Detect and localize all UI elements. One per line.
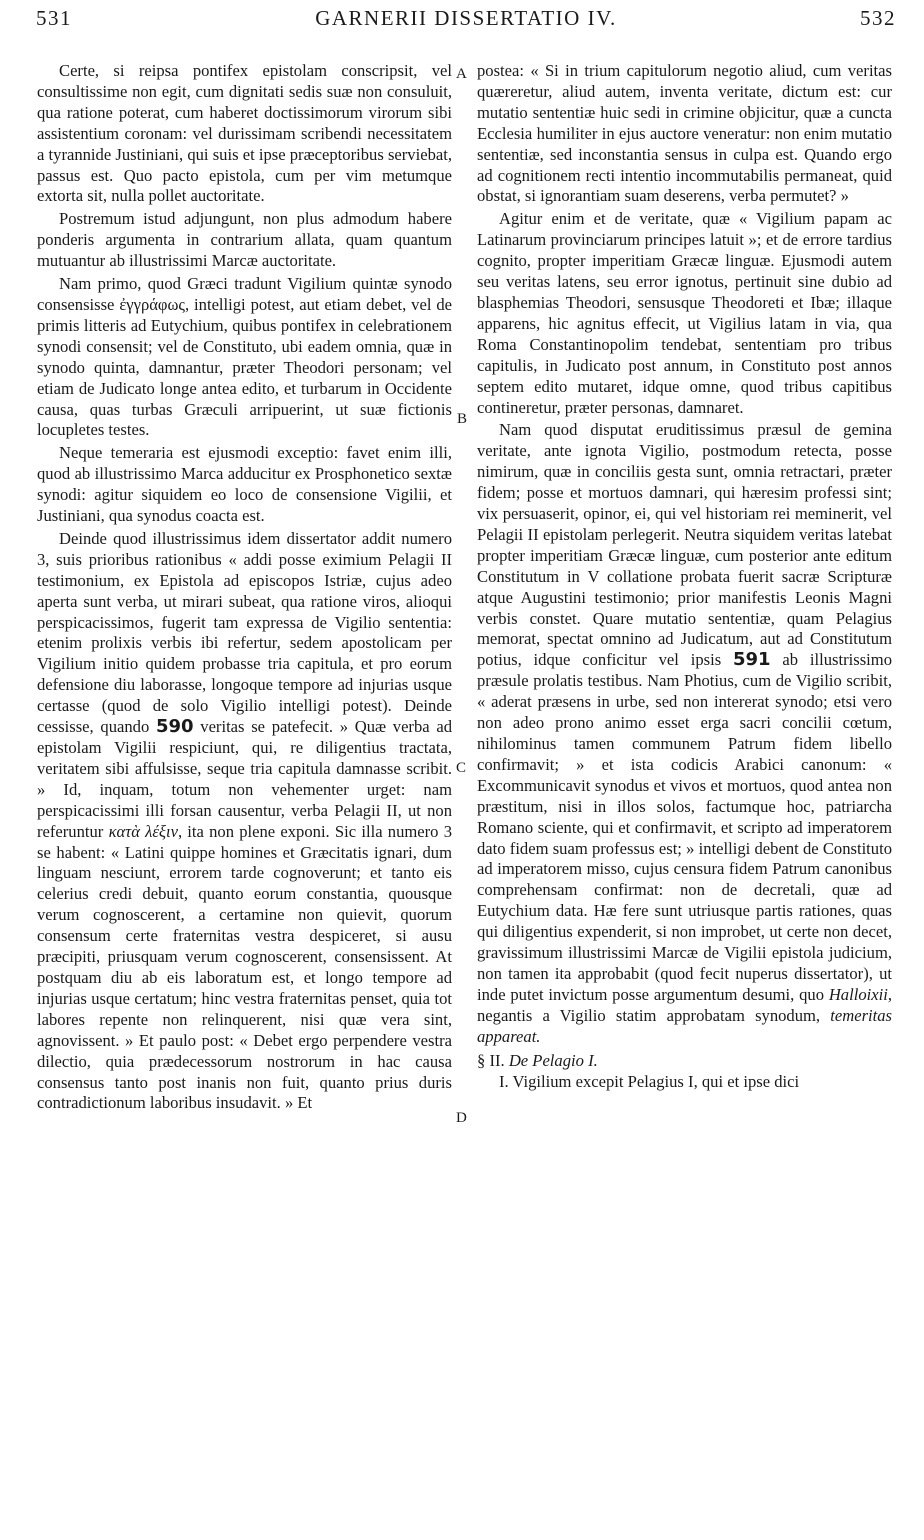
paragraph-text: , negantis a Vigilio statim approbatam synodum,	[477, 984, 892, 1025]
italic-name: Halloixii	[828, 984, 888, 1004]
page-number-right: 532	[860, 6, 896, 30]
margin-letter-b: B	[457, 411, 468, 427]
marginal-page-number: 590	[155, 716, 194, 738]
greek-phrase: κατὰ λέξιν	[108, 821, 178, 841]
section-heading	[477, 1051, 892, 1072]
margin-letter-d: D	[456, 1110, 467, 1126]
margin-letter-a: A	[456, 66, 467, 82]
italic-phrase: temeritas appareat.	[477, 1005, 893, 1046]
section-title: De Pelagio I.	[508, 1050, 598, 1070]
right-column	[477, 61, 892, 1094]
paragraph	[477, 420, 892, 1047]
paragraph: Postremum istud adjungunt, non plus admodum habere ponderis argumenta in contrarium allata, quam quantum mutuantur ab illustrissimi Marcæ auctoritate.	[37, 209, 452, 271]
margin-letter-c: C	[456, 760, 467, 776]
paragraph-text: veritas se patefecit. » Quæ verba ad epistolam Vigilii respiciunt, qui, re diligentius tractata, veritatem sibi affulsisse, seque tria capitula damnasse scribit. » Id, inquam, totum non vehementer urget: nam perspicacissimi illi forsan causentur, verba Pelagii II, ut non referuntur	[37, 717, 452, 841]
paragraph: I. Vigilium excepit Pelagius I, qui et ipse dici	[499, 1071, 800, 1091]
paragraph: postea: « Si in trium capitulorum negotio aliud, cum veritas quæreretur, aliud autem, inventa veritate, dictum est: cur mutatio sententiæ huic sedi in crimine objicitur, quæ a cuncta Ecclesia humiliter in ejus auctore veneratur: non enim mutatio sententiæ, sed inconstantia sensus in culpa est. Quando ergo ad cognitionem recti intentio incommutabilis permaneat, quid obstat, si ignorantiam suam deserens, verba permutet? »	[477, 61, 892, 206]
marginal-page-number: 591	[733, 649, 771, 671]
paragraph-text: , ita non plene exponi. Sic illa numero 3 se habent: « Latini quippe homines et Græcitatis ignari, dum linguam nesciunt, errorem tarde cognoverunt; et tanto eis celerius credi debuit, quanto eorum constantia, quousque verum cognoscerent, a certamine non quievit, quorum consensum certe fraternitas vestra despiceret, si ausu præcipiti, priusquam verum cognoscerent, consensissent. At postquam diu ab eis laboratum est, et longo tempore ad injurias usque certatum; hinc vestra fraternitas penset, quia tot labores repente non relinquerent, nisi quæ vera sint, agnovissent. » Et paulo post: « Debet ergo perpendere vestra dilectio, quia prædecessorum nostrorum in hac causa consensus tanto post inanis non fuit, quanto prius duris contradictionum laboribus insudavit. » Et	[37, 821, 452, 1113]
paragraph-text: Deinde quod illustrissimus idem dissertator addit numero 3, suis prioribus rationibus « addi posse eximium Pelagii II testimonium, ex Epistola ad episcopos Istriæ, cujus adeo aperta sunt verba, ut mirari subeat, qua ratione viros, alioqui perspicacissimos, fugerit tam expressa de Vigilio sententia: etenim prolixis verbis ibi refertur, sedem apostolicam per Vigilium initio quidem probasse tria capitula, et pro eorum defensione diu laborasse, longoque tempore ad injurias usque certasse (quod de solo Vigilio intelligi potest). Deinde cessisse, quando	[37, 528, 452, 737]
paragraph: Nam primo, quod Græci tradunt Vigilium quintæ synodo consensisse ἐγγράφως, intelligi potest, aut etiam debet, vel de primis litteris ad Eutychium, quibus pontifex in celebrationem synodi consensit; vel de Constituto, ubi eadem omnia, quæ in synodo quinta, damnantur, præter Theodori personam; vel etiam de Judicato longe antea edito, et turbarum in Occidente causa, quas turbas Græculi arripuerint, ut suæ fictionis locupletes testes.	[37, 274, 452, 440]
left-column	[37, 61, 452, 1116]
paragraph: Agitur enim et de veritate, quæ « Vigilium papam ac Latinarum provinciarum principes latuit »; et de errore tardius cognito, propter imperitiam Græcæ linguæ. Ejusmodi autem seu veritas latens, seu error ignotus, pertinuit sine dubio ad blasphemias Theodori, sensusque Theodoreti et Ibæ; illaque apparens, hic agnitus effecit, ut Vigilius latam in via, qua Roma Constantinopolim tendebat, sententiam pro tribus capitulis, in Judicato post annum, in Constituto post annos septem edito mutaret, idque omne, quod tribus capitibus contineretur, præter personas, damnaret.	[477, 209, 892, 417]
paragraph	[37, 529, 452, 1114]
paragraph: Certe, si reipsa pontifex epistolam conscripsit, vel consultissime non egit, cum dignitati sedis suæ non consuluit, qua ratione poterat, cum haberet doctissimorum virorum sibi assistentium coronam: vel durissimam scribendi necessitatem a tyrannide Justiniani, qui suis et ipse præceptoribus serviebat, passus est. Quo pacto epistola, cum per vim metumque extorta sit, nulla pollet auctoritate.	[37, 61, 452, 206]
paragraph-text: ab illustrissimo præsule prolatis testibus. Nam Photius, cum de Vigilio scribit, « aderat præsens in urbe, sed non intererat synodo; etsi vero non adeo prono animo esset erga sacri concilii cœtum, nihilominus tamen communem Patrum fidem libello confirmavit; » et ista codicis Arabici canonum: « Excommunicavit synodus et vivos et mortuos, quod antea non præstitum, nisi in illos solos, factumque hoc, patriarcha Romano sciente, qui et confirmavit, et scripto ad imperatorem dato fidem suam professus est; » intelligi debent de Constituto ad imperatorem misso, cujus censura fidem Patrum canonibus comprehensam confirmat: non de decretali, quæ ad Eutychium data. Hæ fere sunt utriusque partis rationes, quas qui diligentius expenderit, si non improbet, ut certe non decet, gravissimum illustrissimi Marcæ de Vigilii epistola judicium, non tamen ita approbabit (quod fecit nuperus dissertator), ut inde putet invictum posse argumentum desumi, quo	[477, 650, 892, 1004]
page-number-left: 531	[36, 6, 72, 30]
section-number: § II.	[477, 1050, 505, 1070]
paragraph-text: Nam quod disputat eruditissimus præsul de gemina veritate, ante ignota Vigilio, postmodum retecta, posse nimirum, quæ in conciliis gesta sunt, omnia retractari, præter fidem; posse et mortuos damnari, qui hæresim professi sint; vix persuaserit, opinor, ei, qui vel historiam rei meminerit, vel Pelagii II epistolam perlegerit. Neutra siquidem veritas latebat propter imperitiam Græcæ linguæ, cum posterior ante editum Constitutum in V collatione probata fuerit sacræ Scripturæ atque Augustini testimonio; prior manifestis Leonis Magni verbis constet. Quare mutatio sententiæ, quam Pelagius memorat, spectat omnino ad Judicatum, aut ad Constitutum potius, idque conficitur vel ipsis	[477, 420, 892, 670]
running-title: GARNERII DISSERTATIO IV.	[315, 6, 617, 30]
paragraph: Neque temeraria est ejusmodi exceptio: favet enim illi, quod ab illustrissimo Marca adducitur ex Prosphonetico sextæ synodi: agitur siquidem eo loco de consensione Vigilii, et Justiniani, qua synodus coacta est.	[37, 443, 452, 526]
running-header	[36, 6, 896, 40]
